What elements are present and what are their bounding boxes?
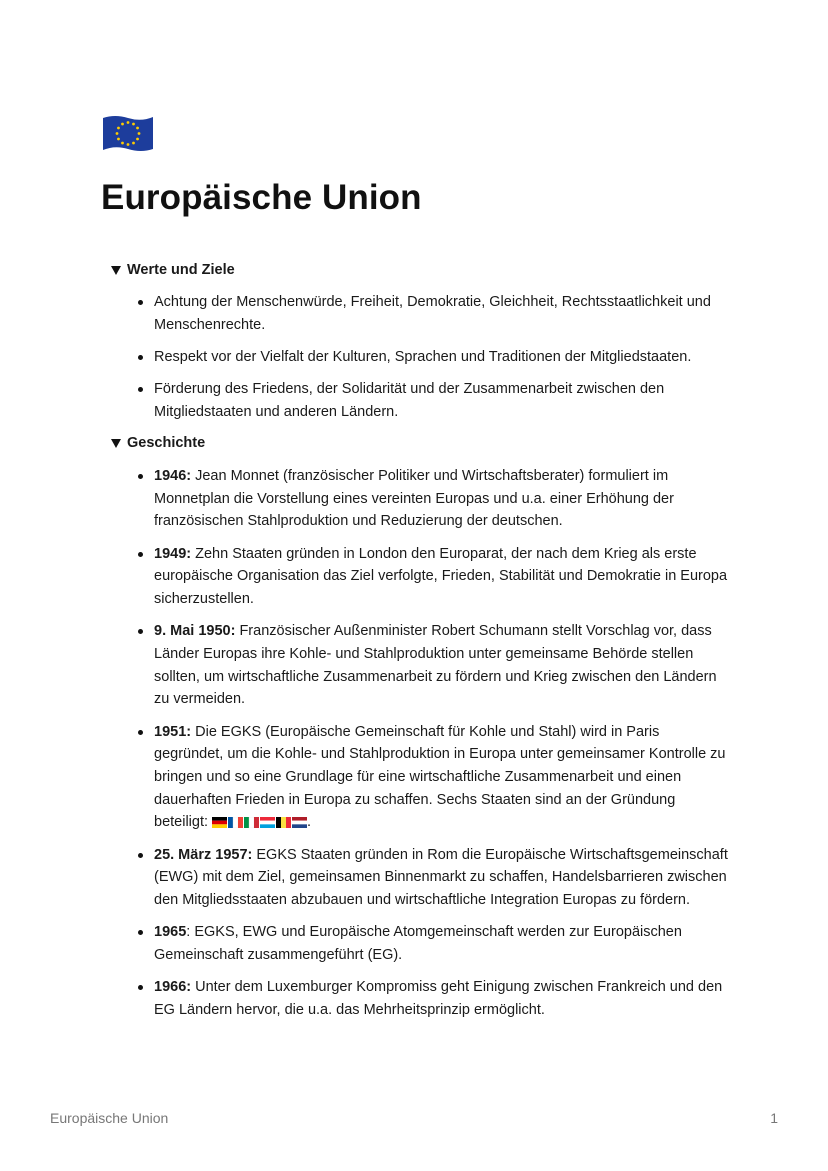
list-item: 1965: EGKS, EWG und Europäische Atomgemeinschaft werden zur Europäischen Gemeinschaft zusammengeführt (EG). (101, 921, 731, 966)
eu-star (116, 132, 119, 135)
eu-star (136, 138, 139, 141)
netherlands-flag-icon (292, 817, 307, 828)
list-item: 1949: Zehn Staaten gründen in London den Europarat, der nach dem Krieg als erste europäische Organisation das Ziel verfolgte, Frieden, Stabilität und Demokratie in Europa sicherzustellen. (101, 543, 731, 611)
eu-star (117, 127, 120, 130)
italy-flag-icon (244, 817, 259, 828)
list-item: 9. Mai 1950: Französischer Außenminister Robert Schumann stellt Vorschlag vor, dass Länder Europas ihre Kohle- und Stahlproduktion unter gemeinsame Behörde stellen sollten, um wirtschaftliche Zusammenarbeit zu fördern und Krieg zwischen den Ländern zu vermeiden. (101, 620, 731, 711)
toggle-geschichte[interactable] (111, 433, 731, 453)
eu-star (132, 142, 135, 145)
eu-star (138, 132, 141, 135)
eu-star (132, 123, 135, 126)
values-list (101, 291, 731, 424)
france-flag-icon (228, 817, 243, 828)
eu-star (136, 127, 139, 130)
eu-star (127, 121, 130, 124)
list-item: Förderung des Friedens, der Solidarität und der Zusammenarbeit zwischen den Mitgliedstaaten und anderen Ländern. (101, 378, 731, 423)
list-item: 1946: Jean Monnet (französischer Politiker und Wirtschaftsberater) formuliert im Monnetplan die Vorstellung eines vereinten Europas und u.a. einer Erhöhung der französischen Stahlproduktion und Reduzierung der deutschen. (101, 465, 731, 533)
page-number: 1 (770, 1110, 778, 1126)
germany-flag-icon (212, 817, 227, 828)
eu-star (121, 123, 124, 126)
eu-star (127, 143, 130, 146)
list-item: 1951: Die EGKS (Europäische Gemeinschaft für Kohle und Stahl) wird in Paris gegründet, um die Kohle- und Stahlproduktion in Europa unter gemeinsamer Kontrolle zu bringen und so eine Grundlage für eine wirtschaftliche Zusammenarbeit und einen dauerhaften Frieden in Europa zu schaffen. Sechs Staaten sind an der Gründung beteiligt: . (101, 721, 731, 835)
list-item: Achtung der Menschenwürde, Freiheit, Demokratie, Gleichheit, Rechtsstaatlichkeit und Menschenrechte. (101, 291, 731, 336)
list-item: 25. März 1957: EGKS Staaten gründen in Rom die Europäische Wirtschaftsgemeinschaft (EWG) mit dem Ziel, gemeinsamen Binnenmarkt zu schaffen, Handelsbarrieren zwischen den Mitgliedsstaaten abzubauen und wirtschaftliche Integration Europas zu fördern. (101, 844, 731, 912)
list-item: Respekt vor der Vielfalt der Kulturen, Sprachen und Traditionen der Mitgliedstaaten. (101, 346, 731, 369)
toggle-heading: Werte und Ziele (127, 262, 235, 278)
footer-title: Europäische Union (50, 1110, 169, 1126)
eu-flag-icon (101, 112, 155, 154)
triangle-down-icon[interactable] (111, 266, 121, 275)
eu-star (121, 142, 124, 145)
founding-flags (212, 817, 307, 828)
triangle-down-icon[interactable] (111, 439, 121, 448)
belgium-flag-icon (276, 817, 291, 828)
history-list (101, 465, 731, 1021)
document-page (101, 112, 731, 1031)
toggle-werte-und-ziele[interactable] (111, 260, 731, 280)
toggle-heading: Geschichte (127, 435, 206, 452)
list-item: 1966: Unter dem Luxemburger Kompromiss geht Einigung zwischen Frankreich und den EG Ländern hervor, die u.a. das Mehrheitsprinzip ermöglicht. (101, 976, 731, 1021)
page-title: Europäische Union (101, 178, 422, 217)
eu-star (117, 138, 120, 141)
luxembourg-flag-icon (260, 817, 275, 828)
